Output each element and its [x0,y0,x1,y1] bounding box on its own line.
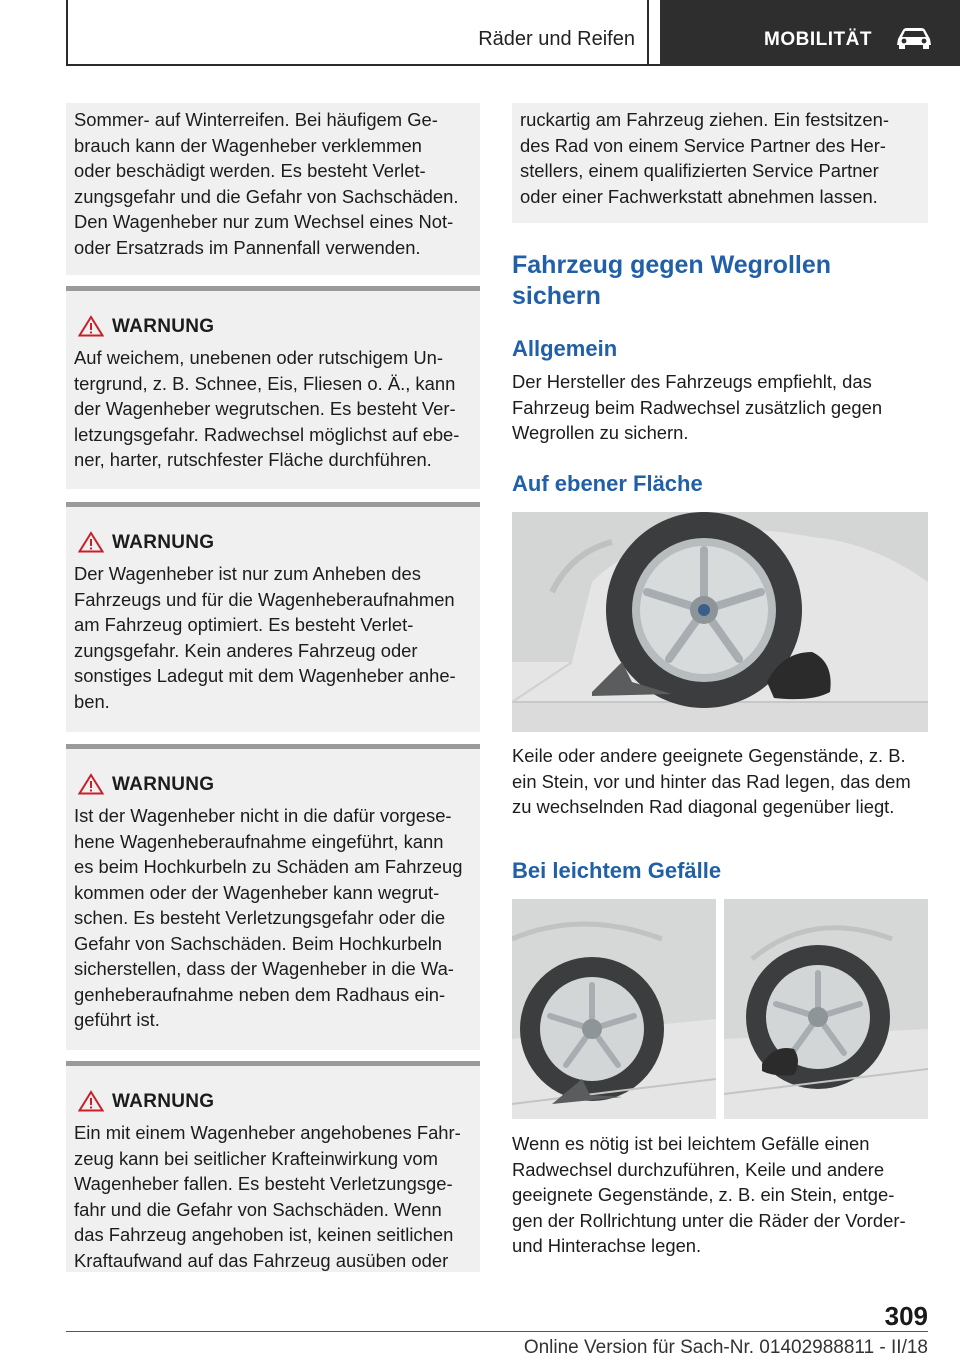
warning-box-2 [66,502,480,732]
subsection-text: Wenn es nötig ist bei leichtem Gefälle einen Radwechsel durchzuführen, Keile und andere geeignete Gegenstände, z. B. ein Stein, entge- gen der Rollrichtung unter die Räder der Vorder- und Hinterachse legen. [512,1133,906,1256]
warning-box-4 [66,1061,480,1272]
subsection-title: Auf ebener Fläche [512,471,703,496]
wheel-chock-illustration [512,512,928,732]
page-number: 309 [884,1301,928,1331]
online-version-note: Online Version für Sach-Nr. 01402988811 - II/18 [523,1337,928,1358]
slope-image [512,899,928,1119]
warning-bar [66,502,480,507]
subsection-title: Bei leichtem Gefälle [512,858,722,883]
warning-triangle-icon [78,773,104,795]
warning-title: WARNUNG [112,774,215,795]
chapter-tab [660,0,960,66]
warning-box-3 [66,744,480,1050]
section-heading: Fahrzeug gegen Wegrollen sichern [512,251,832,310]
continuation-text: Sommer- auf Winterreifen. Bei häufigem Ge- brauch kann der Wagenheber verklemmen oder beschädigt werden. Es besteht Verlet- zungsgefahr und die Gefahr von Sachschäden. Den Wagenheber nur zum Wechsel eines Not- oder Ersatzrads im Pannenfall verwenden. [74,109,459,258]
warning-title: WARNUNG [112,532,215,553]
continuation-text: ruckartig am Fahrzeug ziehen. Ein festsitzen- des Rad von einem Service Partner des Her- stellers, einem qualifizierten Service Partner oder einer Fachwerkstatt abnehmen lassen. [520,109,889,207]
header-rule-left [66,0,68,66]
continuation-box [66,103,480,275]
header-rule-bottom [66,64,660,66]
subsection-title: Allgemein [512,336,618,361]
subsection-text: Keile oder andere geeignete Gegenstände, z. B. ein Stein, vor und hinter das Rad legen, das dem zu wechselnden Rad diagonal gegenüber liegt. [512,745,911,817]
footer-rule [66,1331,928,1332]
warning-title: WARNUNG [112,316,215,337]
warning-triangle-icon [78,531,104,553]
warning-bar [66,1061,480,1066]
warning-text: Auf weichem, unebenen oder rutschigem Un- tergrund, z. B. Schnee, Eis, Fliesen o. Ä., kann der Wagenheber wegrutschen. Es besteht Ver- letzungsgefahr. Radwechsel möglichst auf ebe- ner, harter, rutschfester Fläche durchführen. [74,347,460,470]
warning-text: Ein mit einem Wagenheber angehobenes Fahr- zeug kann bei seitlicher Krafteinwirkung vom Wagenheber fallen. Es besteht Verletzungsge- fahr und die Gefahr von Sachschäden. Wenn das Fahrzeug angehoben ist, keinen seitlichen Kraftaufwand auf das Fahrzeug ausüben oder [74,1122,461,1271]
warning-text: Ist der Wagenheber nicht in die dafür vorgese- hene Wagenheberaufnahme eingeführt, kann es beim Hochkurbeln zu Schäden am Fahrzeug kommen oder der Wagenheber kann wegrut- schen. Es besteht Verletzungsgefahr oder die Gefahr von Sachschäden. Beim Hochkurbeln sicherstellen, dass der Wagenheber in die Wa- genheberaufnahme neben dem Radhaus ein- geführt ist. [74,805,463,1030]
flat-ground-image [512,512,928,732]
header-rule-divider [647,0,649,66]
car-icon [894,25,934,49]
warning-triangle-icon [78,1090,104,1112]
slope-chock-illustration [512,899,928,1119]
section-title: Räder und Reifen [478,28,635,50]
warning-text: Der Wagenheber ist nur zum Anheben des Fahrzeugs und für die Wagenheberaufnahmen am Fahrzeug optimiert. Es besteht Verlet- zungsgefahr. Kein anderes Fahrzeug oder sonstiges Ladegut mit dem Wagenheber anhe- ben. [74,563,456,712]
warning-triangle-icon [78,315,104,337]
chapter-title: MOBILITÄT [764,29,872,50]
warning-bar [66,744,480,749]
continuation-box-right [512,103,928,223]
subsection-text: Der Hersteller des Fahrzeugs empfiehlt, das Fahrzeug beim Radwechsel zusätzlich gegen Wegrollen zu sichern. [512,371,883,443]
warning-title: WARNUNG [112,1091,215,1112]
warning-bar [66,286,480,291]
warning-box-1 [66,286,480,489]
